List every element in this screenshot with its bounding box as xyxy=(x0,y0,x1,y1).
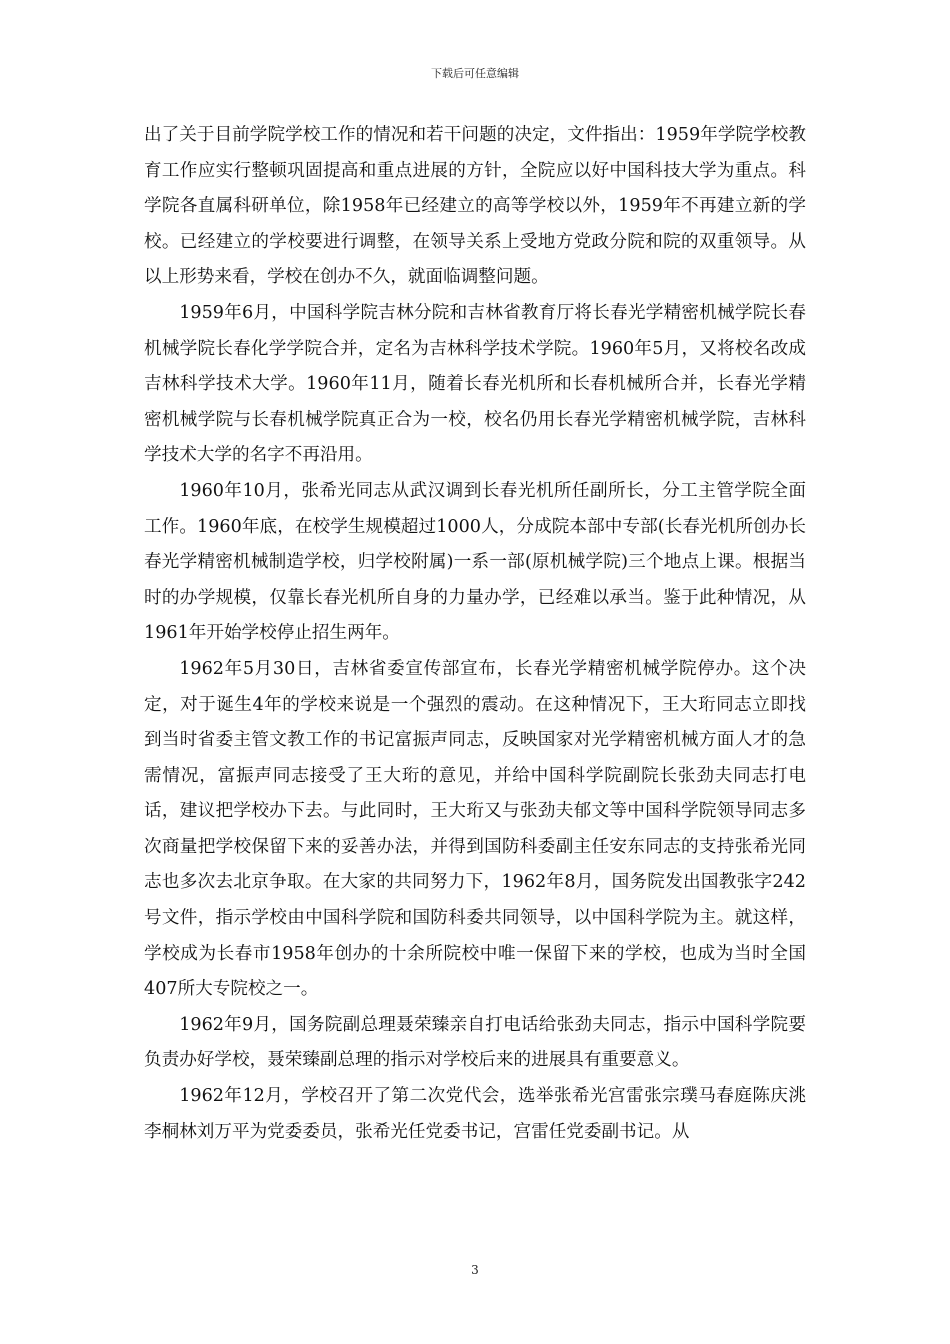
page-header: 下载后可任意编辑 xyxy=(431,67,519,80)
paragraph-continuation: 出了关于目前学院学校工作的情况和若干问题的决定，文件指出：1959年学院学校教育工作应实行整顿巩固提高和重点进展的方针，全院应以好中国科技大学为重点。科学院各直属科研单位，除1958年已经建立的高等学校以外，1959年不再建立新的学校。已经建立的学校要进行调整，在领导关系上受地方党政分院和院的双重领导。从以上形势来看，学校在创办不久，就面临调整问题。 xyxy=(144,125,806,288)
paragraph-1962-party-congress: 1962年12月，学校召开了第二次党代会，选举张希光宫雷张宗璞马春庭陈庆洮李桐林刘万平为党委委员，张希光任党委书记，宫雷任党委副书记。从 xyxy=(144,1086,806,1142)
paragraph-1962-closure: 1962年5月30日，吉林省委宣传部宣布，长春光学精密机械学院停办。这个决定，对于诞生4年的学校来说是一个强烈的震动。在这种情况下，王大珩同志立即找到当时省委主管文教工作的书记富振声同志，反映国家对光学精密机械方面人才的急需情况，富振声同志接受了王大珩的意见，并给中国科学院副院长张劲夫同志打电话，建议把学校办下去。与此同时，王大珩又与张劲夫郁文等中国科学院领导同志多次商量把学校保留下来的妥善办法，并得到国防科委副主任安东同志的支持张希光同志也多次去北京争取。在大家的共同努力下，1962年8月，国务院发出国教张字242号文件，指示学校由中国科学院和国防科委共同领导，以中国科学院为主。就这样，学校成为长春市1958年创办的十余所院校中唯一保留下来的学校，也成为当时全国407所大专院校之一。 xyxy=(144,658,806,1000)
paragraph-1960-leadership: 1960年10月，张希光同志从武汉调到长春光机所任副所长，分工主管学院全面工作。1960年底，在校学生规模超过1000人，分成院本部中专部(长春光机所创办长春光学精密机械制造学校，归学校附属)一系一部(原机械学院)三个地点上课。根据当时的办学规模，仅靠长春光机所自身的力量办学，已经难以承当。鉴于此种情况，从1961年开始学校停止招生两年。 xyxy=(144,480,806,644)
paragraph-1962-instruction: 1962年9月，国务院副总理聂荣臻亲自打电话给张劲夫同志，指示中国科学院要负责办好学校，聂荣臻副总理的指示对学校后来的进展具有重要意义。 xyxy=(144,1014,806,1071)
document-body xyxy=(144,118,806,1150)
paragraph-1959-merger: 1959年6月，中国科学院吉林分院和吉林省教育厅将长春光学精密机械学院长春机械学院长春化学学院合并，定名为吉林科学技术学院。1960年5月，又将校名改成吉林科学技术大学。1960年11月，随着长春光机所和长春机械所合并，长春光学精密机械学院与长春机械学院真正合为一校，校名仍用长春光学精密机械学院，吉林科学技术大学的名字不再沿用。 xyxy=(144,302,806,466)
page-number: 3 xyxy=(471,1263,479,1277)
